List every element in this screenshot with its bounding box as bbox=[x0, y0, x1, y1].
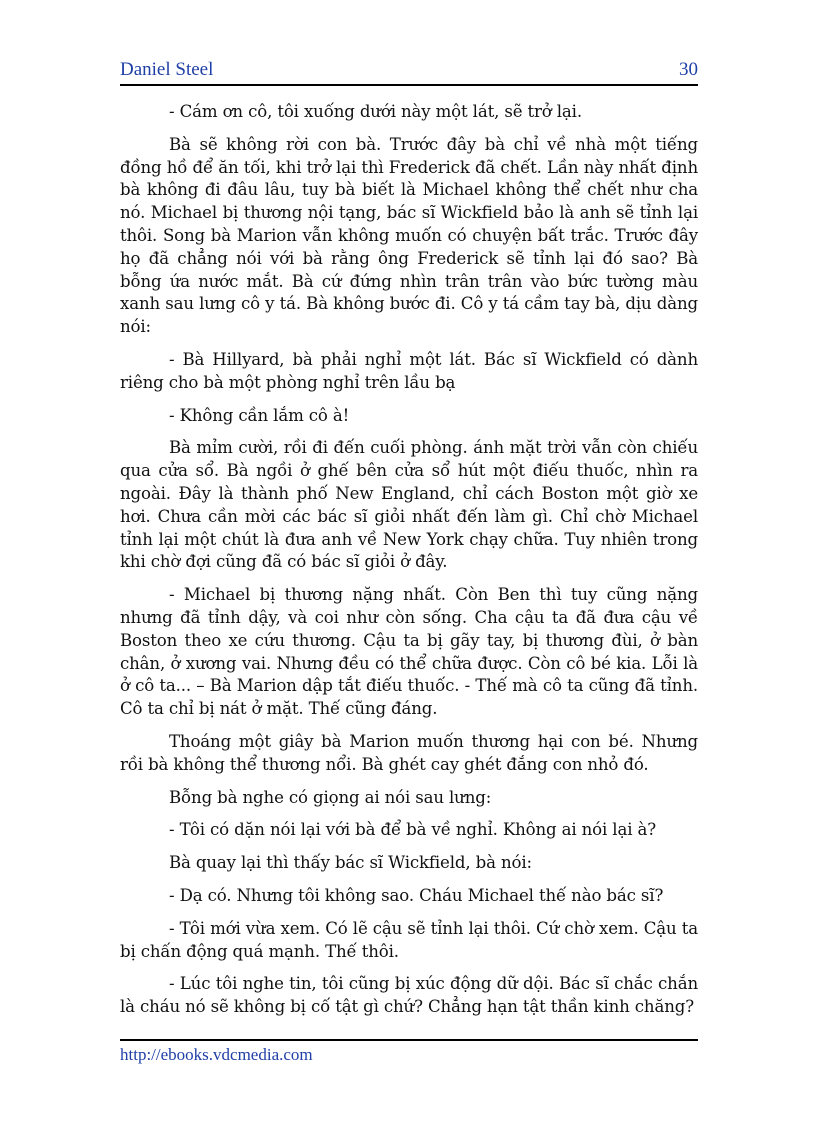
paragraph-11: - Dạ có. Nhưng tôi không sao. Cháu Michael thế nào bác sĩ? bbox=[169, 885, 664, 905]
paragraph-2: Bà sẽ không rời con bà. Trước đây bà chỉ về nhà một tiếng đồng hồ để ăn tối, khi trở lại thì Frederick đã chết. Lần này nhất định bà không đi đâu lâu, tuy bà biết là Michael không thể chết như cha nó. Michael bị thương nội tạng, bác sĩ Wickfield bảo là anh sẽ tỉnh lại thôi. Song bà Marion vẫn không muốn có chuyện bất trắc. Trước đây họ đã chẳng nói với bà rằng ông Frederick sẽ tỉnh lại đó sao? Bà bỗng ứa nước mắt. Bà cứ đứng nhìn trân trân vào bức tường màu xanh sau lưng cô y tá. Bà không bước đi. Cô y tá cầm tay bà, dịu dàng nói: bbox=[120, 134, 698, 337]
paragraph-10: Bà quay lại thì thấy bác sĩ Wickfield, bà nói: bbox=[169, 853, 532, 873]
paragraph-13: - Lúc tôi nghe tin, tôi cũng bị xúc động dữ dội. Bác sĩ chắc chắn là cháu nó sẽ không bị cố tật gì chứ? Chẳng hạn tật thần kinh chăng? bbox=[120, 974, 698, 1017]
paragraph-5: Bà mỉm cười, rồi đi đến cuối phòng. ánh mặt trời vẫn còn chiếu qua cửa sổ. Bà ngồi ở ghế bên cửa sổ hút một điếu thuốc, nhìn ra ngoài. Đây là thành phố New England, chỉ cách Boston một giờ xe hơi. Chưa cần mời các bác sĩ giỏi nhất đến làm gì. Chỉ chờ Michael tỉnh lại một chút là đưa anh về New York chạy chữa. Tuy nhiên trong khi chờ đợi cũng đã có bác sĩ giỏi ở đây. bbox=[120, 438, 698, 572]
page-footer bbox=[120, 1039, 698, 1066]
paragraph-4: - Không cần lắm cô à! bbox=[169, 405, 350, 425]
paragraph-8: Bỗng bà nghe có giọng ai nói sau lưng: bbox=[169, 787, 492, 807]
paragraph-9: - Tôi có dặn nói lại với bà để bà về nghỉ. Không ai nói lại à? bbox=[169, 820, 656, 840]
footer-link[interactable]: http://ebooks.vdcmedia.com bbox=[120, 1045, 313, 1064]
paragraph-3: - Bà Hillyard, bà phải nghỉ một lát. Bác sĩ Wickfield có dành riêng cho bà một phòng nghỉ trên lầu bạ bbox=[120, 349, 698, 392]
paragraph-6: - Michael bị thương nặng nhất. Còn Ben thì tuy cũng nặng nhưng đã tỉnh dậy, và coi như còn sống. Cha cậu ta đã đưa cậu về Boston theo xe cứu thương. Cậu ta bị gãy tay, bị thương đùi, ở bàn chân, ở xương vai. Nhưng đều có thể chữa được. Còn cô bé kia. Lỗi là ở cô ta... – Bà Marion dập tắt điếu thuốc. - Thế mà cô ta cũng đã tỉnh. Cô ta chỉ bị nát ở mặt. Thế cũng đáng. bbox=[120, 585, 698, 719]
header-author: Daniel Steel bbox=[120, 59, 214, 80]
header-page-number: 30 bbox=[679, 59, 698, 80]
paragraph-12: - Tôi mới vừa xem. Có lẽ cậu sẽ tỉnh lại thôi. Cứ chờ xem. Cậu ta bị chấn động quá mạnh. Thế thôi. bbox=[120, 918, 698, 961]
body-text bbox=[120, 101, 698, 1029]
paragraph-1: - Cám ơn cô, tôi xuống dưới này một lát, sẽ trở lại. bbox=[169, 102, 582, 121]
page-header bbox=[120, 58, 698, 86]
paragraph-7: Thoáng một giây bà Marion muốn thương hại con bé. Nhưng rồi bà không thể thương nổi. Bà ghét cay ghét đắng con nhỏ đó. bbox=[120, 731, 698, 774]
